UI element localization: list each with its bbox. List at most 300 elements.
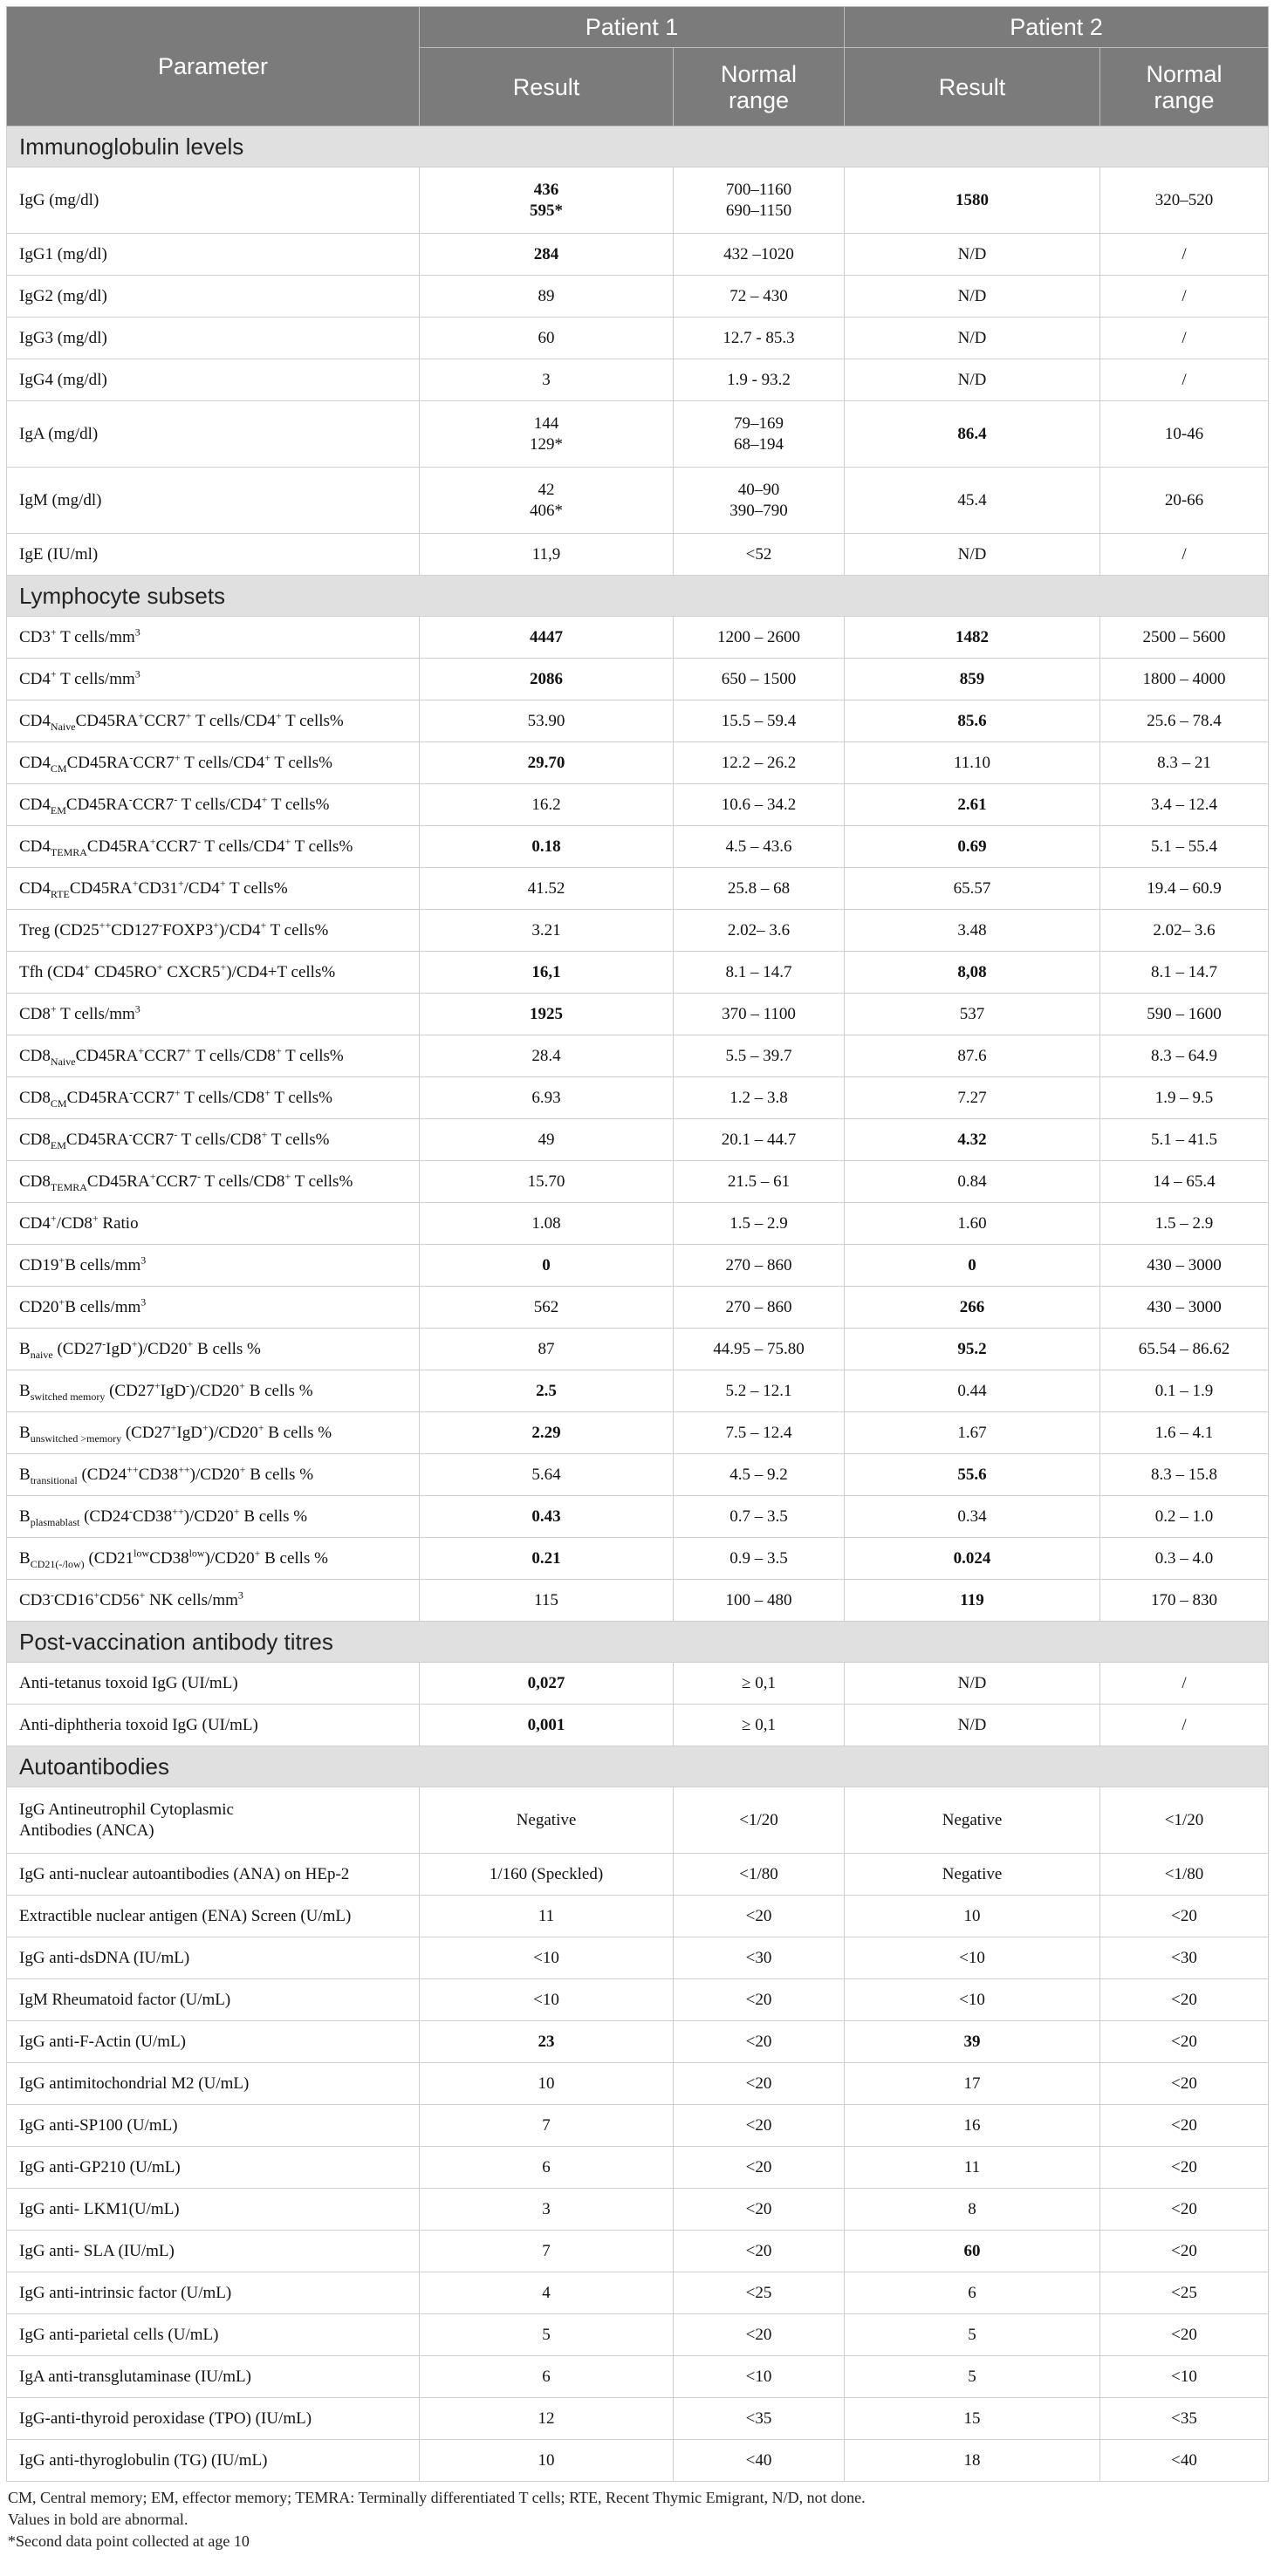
patient2-normal-range-cell: 1.6 – 4.1 [1100,1412,1269,1454]
table-row [7,1496,1269,1538]
parameter-cell: IgE (IU/ml) [7,534,420,576]
patient2-normal-range-cell: <20 [1100,2231,1269,2272]
patient2-normal-range-cell: / [1100,534,1269,576]
table-row [7,2314,1269,2356]
parameter-cell: CD8+ T cells/$mm^3$ [7,994,420,1035]
patient1-result-cell: 87 [420,1329,674,1370]
patient1-result-cell: 7 [420,2105,674,2147]
patient2-result-cell: N/D [845,234,1100,276]
patient2-normal-range-cell: 25.6 – 78.4 [1100,700,1269,742]
patient1-normal-range-cell: 270 – 860 [674,1245,845,1287]
header-patient-2: Patient 2 [845,7,1269,48]
patient1-result-cell: 29.70 [420,742,674,784]
patient1-result-cell: 41.52 [420,868,674,910]
patient2-result-cell: 95.2 [845,1329,1100,1370]
parameter-cell: $CD4_{TEMRA}CD45RA^+CCR7^-$ T cells/CD4+ T cells% [7,826,420,868]
patient1-normal-range-cell: <20 [674,2105,845,2147]
patient2-result-cell: 45.4 [845,468,1100,534]
patient1-normal-range-cell: 25.8 – 68 [674,868,845,910]
section-header [7,576,1269,617]
parameter-cell: CD3-CD16+CD56+ NK cells/$mm^3$ [7,1580,420,1622]
patient1-normal-range-cell: 5.5 – 39.7 [674,1035,845,1077]
parameter-cell: IgG anti-F-Actin (U/mL) [7,2021,420,2063]
parameter-cell: $CD8_{CM}CD45RA^-CCR7^+$ T cells/CD8+ T cells% [7,1077,420,1119]
parameter-cell: IgA anti-transglutaminase (IU/mL) [7,2356,420,2398]
parameter-cell: $CD8_{EM}CD45RA^-CCR7^-$ T cells/CD8+ T cells% [7,1119,420,1161]
patient1-normal-range-cell: <20 [674,1896,845,1937]
patient1-result-cell: 144 129* [420,401,674,468]
section-title: Autoantibodies [7,1746,1269,1787]
parameter-cell: IgG4 (mg/dl) [7,359,420,401]
parameter-cell: IgG anti- SLA (IU/mL) [7,2231,420,2272]
patient2-result-cell: 537 [845,994,1100,1035]
patient2-result-cell: 7.27 [845,1077,1100,1119]
patient2-result-cell: 65.57 [845,868,1100,910]
parameter-cell: IgG antimitochondrial M2 (U/mL) [7,2063,420,2105]
patient2-result-cell: 5 [845,2314,1100,2356]
parameter-cell: CD4+ T cells/$mm^3$ [7,659,420,700]
parameter-cell: $CD8_{Naive}CD45RA^+CCR7^+$ T cells/CD8+ T cells% [7,1035,420,1077]
parameter-cell: IgG3 (mg/dl) [7,318,420,359]
patient2-normal-range-cell: 320–520 [1100,167,1269,234]
patient1-normal-range-cell: <20 [674,2189,845,2231]
section-header [7,126,1269,167]
patient2-result-cell: 266 [845,1287,1100,1329]
patient2-normal-range-cell: <20 [1100,1979,1269,2021]
table-row [7,2231,1269,2272]
patient2-result-cell: 11.10 [845,742,1100,784]
patient2-normal-range-cell: 0.2 – 1.0 [1100,1496,1269,1538]
patient2-normal-range-cell: / [1100,1705,1269,1746]
footnote-line: CM, Central memory; EM, effector memory; TEMRA: Terminally differentiated T cells; RTE, Recent Thymic Emigrant, N/D, not done. [8,2489,866,2506]
patient1-normal-range-cell: ≥ 0,1 [674,1663,845,1705]
patient1-normal-range-cell: 2.02– 3.6 [674,910,845,952]
table-row [7,1412,1269,1454]
table-row [7,1454,1269,1496]
patient1-result-cell: <10 [420,1979,674,2021]
patient2-result-cell: 10 [845,1896,1100,1937]
patient1-normal-range-cell: <20 [674,2231,845,2272]
patient1-normal-range-cell: 270 – 860 [674,1287,845,1329]
patient1-normal-range-cell: <20 [674,2063,845,2105]
parameter-cell: $B_{naive}$ (CD27-IgD+)/CD20+ B cells % [7,1329,420,1370]
table-row [7,2440,1269,2482]
table-row [7,868,1269,910]
patient1-result-cell: 0,001 [420,1705,674,1746]
parameter-cell: $B_{unswitched >memory}$ (CD27+IgD+)/CD20+ B cells % [7,1412,420,1454]
patient1-normal-range-cell: 12.7 - 85.3 [674,318,845,359]
patient2-result-cell: N/D [845,1663,1100,1705]
patient1-result-cell: 0 [420,1245,674,1287]
patient2-normal-range-cell: 430 – 3000 [1100,1245,1269,1287]
patient2-result-cell: N/D [845,359,1100,401]
table-row [7,2272,1269,2314]
parameter-cell: IgM Rheumatoid factor (U/mL) [7,1979,420,2021]
patient2-result-cell: 2.61 [845,784,1100,826]
table-header [7,7,1269,126]
patient1-normal-range-cell: 700–1160 690–1150 [674,167,845,234]
table-row [7,2189,1269,2231]
patient1-normal-range-cell: 5.2 – 12.1 [674,1370,845,1412]
table-row [7,742,1269,784]
patient2-normal-range-cell: <20 [1100,2105,1269,2147]
section-title: Immunoglobulin levels [7,126,1269,167]
table-row [7,1705,1269,1746]
table-row [7,1035,1269,1077]
table-body [7,126,1269,2482]
table-row [7,1538,1269,1580]
parameter-cell: Extractible nuclear antigen (ENA) Screen (U/mL) [7,1896,420,1937]
patient1-normal-range-cell: 21.5 – 61 [674,1161,845,1203]
patient2-normal-range-cell: 1800 – 4000 [1100,659,1269,700]
patient2-result-cell: 1482 [845,617,1100,659]
patient1-result-cell: 1925 [420,994,674,1035]
patient1-result-cell: 6 [420,2356,674,2398]
patient1-normal-range-cell: 1.9 - 93.2 [674,359,845,401]
patient2-result-cell: 15 [845,2398,1100,2440]
patient1-result-cell: 16,1 [420,952,674,994]
patient2-normal-range-cell: 590 – 1600 [1100,994,1269,1035]
parameter-cell: IgG anti-dsDNA (IU/mL) [7,1937,420,1979]
patient1-result-cell: 562 [420,1287,674,1329]
patient1-result-cell: 115 [420,1580,674,1622]
patient2-normal-range-cell: / [1100,359,1269,401]
patient2-result-cell: 1580 [845,167,1100,234]
patient1-result-cell: 4447 [420,617,674,659]
parameter-cell: IgG anti-parietal cells (U/mL) [7,2314,420,2356]
patient2-result-cell: <10 [845,1979,1100,2021]
patient1-result-cell: 10 [420,2440,674,2482]
patient2-result-cell: 17 [845,2063,1100,2105]
parameter-cell: IgA (mg/dl) [7,401,420,468]
patient1-result-cell: 53.90 [420,700,674,742]
patient2-result-cell: 1.60 [845,1203,1100,1245]
table-row [7,401,1269,468]
patient2-result-cell: 8 [845,2189,1100,2231]
patient1-normal-range-cell: <20 [674,2314,845,2356]
patient1-normal-range-cell: ≥ 0,1 [674,1705,845,1746]
patient2-normal-range-cell: <20 [1100,2314,1269,2356]
parameter-cell: IgG anti-nuclear autoantibodies (ANA) on HEp-2 [7,1854,420,1896]
patient1-result-cell: 436 595* [420,167,674,234]
patient1-normal-range-cell: 79–169 68–194 [674,401,845,468]
patient2-normal-range-cell: 65.54 – 86.62 [1100,1329,1269,1370]
table-row [7,234,1269,276]
patient1-normal-range-cell: 1200 – 2600 [674,617,845,659]
patient1-normal-range-cell: <35 [674,2398,845,2440]
table-row [7,2021,1269,2063]
patient2-result-cell: 60 [845,2231,1100,2272]
table-row [7,617,1269,659]
patient2-result-cell: 0.34 [845,1496,1100,1538]
patient2-result-cell: 55.6 [845,1454,1100,1496]
table-row [7,659,1269,700]
patient2-result-cell: Negative [845,1854,1100,1896]
patient1-result-cell: 23 [420,2021,674,2063]
patient2-normal-range-cell: 14 – 65.4 [1100,1161,1269,1203]
patient1-normal-range-cell: 15.5 – 59.4 [674,700,845,742]
patient1-result-cell: 284 [420,234,674,276]
parameter-cell: Anti-diphtheria toxoid IgG (UI/mL) [7,1705,420,1746]
patient1-result-cell: 28.4 [420,1035,674,1077]
parameter-cell: $CD4_{EM}CD45RA^-CCR7^-$ T cells/CD4+ T cells% [7,784,420,826]
table-row [7,700,1269,742]
patient2-result-cell: 85.6 [845,700,1100,742]
patient2-normal-range-cell: 19.4 – 60.9 [1100,868,1269,910]
parameter-cell: CD3+ T cells/$mm^3$ [7,617,420,659]
patient2-result-cell: 859 [845,659,1100,700]
patient2-result-cell: 11 [845,2147,1100,2189]
table-row [7,2398,1269,2440]
patient1-normal-range-cell: <20 [674,2147,845,2189]
patient2-result-cell: <10 [845,1937,1100,1979]
patient1-normal-range-cell: 1.2 – 3.8 [674,1077,845,1119]
patient2-result-cell: 1.67 [845,1412,1100,1454]
patient2-normal-range-cell: <20 [1100,2189,1269,2231]
patient1-result-cell: 6.93 [420,1077,674,1119]
section-header [7,1622,1269,1663]
patient1-result-cell: 6 [420,2147,674,2189]
parameter-cell: IgG anti-thyroglobulin (TG) (IU/mL) [7,2440,420,2482]
patient1-normal-range-cell: <30 [674,1937,845,1979]
table-row [7,1854,1269,1896]
parameter-cell: IgM (mg/dl) [7,468,420,534]
patient2-result-cell: N/D [845,1705,1100,1746]
table-row [7,1663,1269,1705]
patient1-result-cell: 11 [420,1896,674,1937]
patient1-result-cell: 3 [420,2189,674,2231]
patient1-normal-range-cell: 100 – 480 [674,1580,845,1622]
patient2-result-cell: 18 [845,2440,1100,2482]
patient2-normal-range-cell: 8.3 – 64.9 [1100,1035,1269,1077]
patient2-normal-range-cell: 170 – 830 [1100,1580,1269,1622]
patient2-result-cell: 16 [845,2105,1100,2147]
patient2-normal-range-cell: / [1100,1663,1269,1705]
table-row [7,276,1269,318]
parameter-cell: $B_{plasmablast}$ (CD24-CD38++)/CD20+ B cells % [7,1496,420,1538]
table-row [7,2356,1269,2398]
patient1-normal-range-cell: 20.1 – 44.7 [674,1119,845,1161]
header-normal-range-1: Normal range [674,48,845,126]
patient1-result-cell: 10 [420,2063,674,2105]
patient1-normal-range-cell: 0.9 – 3.5 [674,1538,845,1580]
table-row [7,994,1269,1035]
parameter-cell: $CD8_{TEMRA}CD45RA^+CCR7^-$ T cells/CD8+ T cells% [7,1161,420,1203]
patient1-result-cell: Negative [420,1787,674,1854]
parameter-cell: $B_{switched memory}$ (CD27+IgD-)/CD20+ B cells % [7,1370,420,1412]
table-row [7,1245,1269,1287]
parameter-cell: CD4+/CD8+ Ratio [7,1203,420,1245]
patient2-normal-range-cell: 1.9 – 9.5 [1100,1077,1269,1119]
patient1-normal-range-cell: <1/20 [674,1787,845,1854]
patient1-result-cell: 2.5 [420,1370,674,1412]
patient1-normal-range-cell: 4.5 – 43.6 [674,826,845,868]
patient1-normal-range-cell: 40–90 390–790 [674,468,845,534]
table-row [7,826,1269,868]
patient1-result-cell: 5.64 [420,1454,674,1496]
parameter-cell: $B_{CD21(-/low)}$ $(CD21^{low}CD38^{low})/CD20^+$ B cells % [7,1538,420,1580]
table-row [7,1161,1269,1203]
patient2-normal-range-cell: <25 [1100,2272,1269,2314]
patient1-result-cell: 11,9 [420,534,674,576]
table-row [7,2063,1269,2105]
patient2-result-cell: Negative [845,1787,1100,1854]
patient1-result-cell: 5 [420,2314,674,2356]
section-header [7,1746,1269,1787]
patient2-result-cell: 0 [845,1245,1100,1287]
patient1-result-cell: 3 [420,359,674,401]
results-table [6,6,1269,2482]
parameter-cell: $CD4_{RTE}CD45RA^+CD31^+/CD4^+$ T cells% [7,868,420,910]
patient1-normal-range-cell: <20 [674,1979,845,2021]
patient1-result-cell: 0.21 [420,1538,674,1580]
patient1-result-cell: 42 406* [420,468,674,534]
footnotes [6,2487,1268,2552]
header-result-1: Result [420,48,674,126]
parameter-cell: Anti-tetanus toxoid IgG (UI/mL) [7,1663,420,1705]
patient1-result-cell: 3.21 [420,910,674,952]
table-row [7,1787,1269,1854]
patient1-normal-range-cell: 10.6 – 34.2 [674,784,845,826]
patient1-normal-range-cell: <1/80 [674,1854,845,1896]
patient1-normal-range-cell: 650 – 1500 [674,659,845,700]
table-row [7,1370,1269,1412]
patient2-result-cell: N/D [845,534,1100,576]
patient2-normal-range-cell: <35 [1100,2398,1269,2440]
table-row [7,167,1269,234]
patient1-normal-range-cell: 1.5 – 2.9 [674,1203,845,1245]
parameter-cell: CD19+B cells/$mm^3$ [7,1245,420,1287]
table-row [7,1979,1269,2021]
parameter-cell: IgG anti- LKM1(U/mL) [7,2189,420,2231]
patient1-result-cell: 2.29 [420,1412,674,1454]
parameter-cell: IgG (mg/dl) [7,167,420,234]
parameter-cell: IgG Antineutrophil Cytoplasmic Antibodies (ANCA) [7,1787,420,1854]
patient1-result-cell: 49 [420,1119,674,1161]
header-patient-1: Patient 1 [420,7,845,48]
parameter-cell: IgG1 (mg/dl) [7,234,420,276]
patient2-normal-range-cell: 3.4 – 12.4 [1100,784,1269,826]
table-row [7,1203,1269,1245]
patient2-normal-range-cell: <40 [1100,2440,1269,2482]
patient1-result-cell: 15.70 [420,1161,674,1203]
patient1-normal-range-cell: <20 [674,2021,845,2063]
patient1-result-cell: 12 [420,2398,674,2440]
table-row [7,1119,1269,1161]
table-row [7,2147,1269,2189]
patient2-normal-range-cell: 8.1 – 14.7 [1100,952,1269,994]
header-normal-range-2: Normal range [1100,48,1269,126]
header-result-2: Result [845,48,1100,126]
patient1-normal-range-cell: <52 [674,534,845,576]
parameter-cell: CD20+B cells/$mm^3$ [7,1287,420,1329]
table-row [7,1077,1269,1119]
patient1-result-cell: 16.2 [420,784,674,826]
patient2-normal-range-cell: 2500 – 5600 [1100,617,1269,659]
patient2-normal-range-cell: 8.3 – 15.8 [1100,1454,1269,1496]
patient1-result-cell: 4 [420,2272,674,2314]
patient2-normal-range-cell: <20 [1100,1896,1269,1937]
patient1-normal-range-cell: 72 – 430 [674,276,845,318]
patient2-normal-range-cell: 8.3 – 21 [1100,742,1269,784]
patient1-normal-range-cell: 4.5 – 9.2 [674,1454,845,1496]
parameter-cell: Treg (CD25++CD127-FOXP3+)/CD4+ T cells% [7,910,420,952]
parameter-cell: IgG2 (mg/dl) [7,276,420,318]
table-row [7,359,1269,401]
patient1-result-cell: 1/160 (Speckled) [420,1854,674,1896]
patient1-normal-range-cell: <10 [674,2356,845,2398]
patient2-result-cell: 3.48 [845,910,1100,952]
patient2-normal-range-cell: 5.1 – 41.5 [1100,1119,1269,1161]
table-row [7,468,1269,534]
patient2-result-cell: 8,08 [845,952,1100,994]
table-row [7,534,1269,576]
patient1-normal-range-cell: <40 [674,2440,845,2482]
parameter-cell: $B_{transitional}$ (CD24++CD38++)/CD20+ B cells % [7,1454,420,1496]
table-row [7,784,1269,826]
header-parameter: Parameter [7,7,420,126]
patient2-result-cell: 6 [845,2272,1100,2314]
patient2-result-cell: 5 [845,2356,1100,2398]
patient2-normal-range-cell: 10-46 [1100,401,1269,468]
patient2-normal-range-cell: 0.3 – 4.0 [1100,1538,1269,1580]
table-row [7,1896,1269,1937]
patient1-result-cell: <10 [420,1937,674,1979]
patient2-result-cell: 86.4 [845,401,1100,468]
table-row [7,910,1269,952]
table-row [7,1580,1269,1622]
table-row [7,318,1269,359]
patient1-result-cell: 0,027 [420,1663,674,1705]
patient2-normal-range-cell: <1/20 [1100,1787,1269,1854]
patient1-normal-range-cell: 0.7 – 3.5 [674,1496,845,1538]
patient2-result-cell: 0.024 [845,1538,1100,1580]
patient1-normal-range-cell: 432 –1020 [674,234,845,276]
patient2-normal-range-cell: <1/80 [1100,1854,1269,1896]
results-table-container [6,6,1268,2552]
patient2-normal-range-cell: <20 [1100,2063,1269,2105]
patient1-result-cell: 89 [420,276,674,318]
patient2-normal-range-cell: 1.5 – 2.9 [1100,1203,1269,1245]
patient2-normal-range-cell: <30 [1100,1937,1269,1979]
patient2-normal-range-cell: 430 – 3000 [1100,1287,1269,1329]
footnote-line: Values in bold are abnormal. [8,2511,188,2528]
parameter-cell: Tfh (CD4+ CD45RO+ CXCR5+)/CD4+T cells% [7,952,420,994]
table-row [7,1329,1269,1370]
footnote-line: *Second data point collected at age 10 [8,2532,250,2550]
patient2-normal-range-cell: 2.02– 3.6 [1100,910,1269,952]
patient2-result-cell: 119 [845,1580,1100,1622]
patient1-normal-range-cell: <25 [674,2272,845,2314]
patient2-normal-range-cell: / [1100,276,1269,318]
table-row [7,2105,1269,2147]
patient2-result-cell: 0.84 [845,1161,1100,1203]
parameter-cell: $CD4_{CM}CD45RA^-CCR7^+$ T cells/CD4+ T cells% [7,742,420,784]
patient2-result-cell: 39 [845,2021,1100,2063]
parameter-cell: IgG anti-GP210 (U/mL) [7,2147,420,2189]
patient2-normal-range-cell: 20-66 [1100,468,1269,534]
patient1-result-cell: 60 [420,318,674,359]
patient2-normal-range-cell: 0.1 – 1.9 [1100,1370,1269,1412]
patient2-normal-range-cell: <20 [1100,2021,1269,2063]
parameter-cell: $CD4_{Naive}CD45RA^+CCR7^+$ T cells/CD4+ T cells% [7,700,420,742]
patient1-normal-range-cell: 12.2 – 26.2 [674,742,845,784]
patient2-result-cell: 0.69 [845,826,1100,868]
patient2-normal-range-cell: / [1100,318,1269,359]
patient2-result-cell: N/D [845,318,1100,359]
patient1-result-cell: 1.08 [420,1203,674,1245]
patient2-normal-range-cell: <20 [1100,2147,1269,2189]
